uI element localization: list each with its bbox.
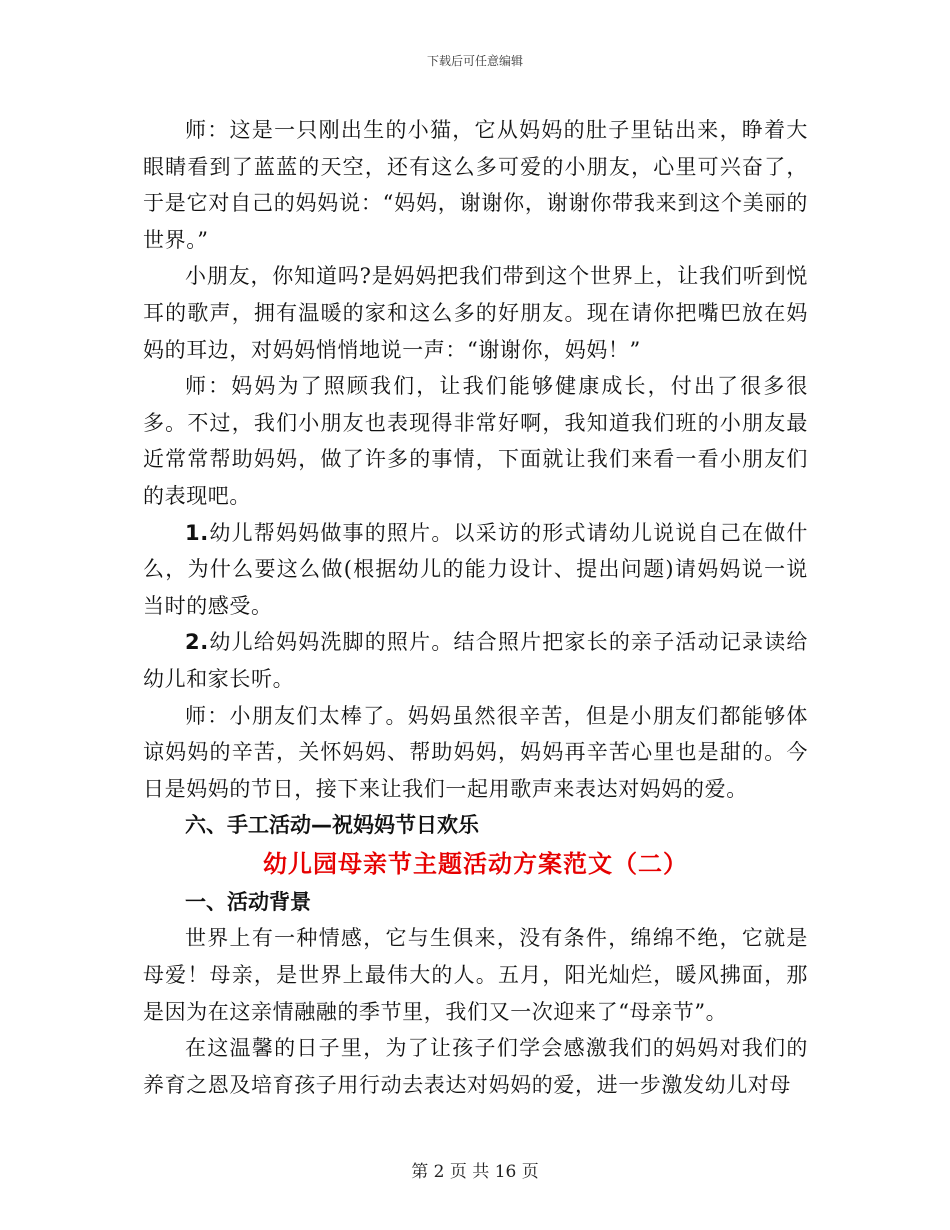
page-number: 第 2 页 共 16 页: [411, 1162, 539, 1182]
header-note: 下载后可任意编辑: [426, 54, 523, 68]
paragraph-mother-love: 世界上有一种情感，它与生俱来，没有条件，绵绵不绝，它就是母爱！母亲，是世界上最伟大的人。五月，阳光灿烂，暖风拂面，那是因为在这亲情融融的季节里，我们又一次迎来了“母亲节”。: [143, 926, 808, 1024]
list-item-photo-chores: [143, 515, 808, 625]
paragraph-teacher-kitten: 师：这是一只刚出生的小猫，它从妈妈的肚子里钻出来，睁着大眼睛看到了蓝蓝的天空，还有这么多可爱的小朋友，心里可兴奋了，于是它对自己的妈妈说：“妈妈，谢谢你，谢谢你带我来到这个美丽的世界。”: [143, 118, 808, 252]
heading-activity-background: 一、活动背景: [185, 889, 311, 914]
paragraph-teacher-praise: 师：小朋友们太棒了。妈妈虽然很辛苦，但是小朋友们都能够体谅妈妈的辛苦，关怀妈妈、帮助妈妈，妈妈再辛苦心里也是甜的。今日是妈妈的节日，接下来让我们一起用歌声来表达对妈妈的爱。: [143, 703, 808, 801]
list-item-number: 1.: [185, 520, 209, 545]
heading-handcraft-activity: 六、手工活动—祝妈妈节日欢乐: [185, 813, 479, 838]
document-body: [143, 112, 808, 1103]
list-item-text: 幼儿帮妈妈做事的照片。以采访的形式请幼儿说说自己在做什么，为什么要这么做(根据幼儿的能力设计、提出问题)请妈妈说一说当时的感受。: [143, 520, 808, 618]
list-item-number: 2.: [185, 630, 209, 655]
list-item-text: 幼儿给妈妈洗脚的照片。结合照片把家长的亲子活动记录读给幼儿和家长听。: [143, 630, 808, 691]
paragraph-teacher-care: 师：妈妈为了照顾我们，让我们能够健康成长，付出了很多很多。不过，我们小朋友也表现得非常好啊，我知道我们班的小朋友最近常常帮助妈妈，做了许多的事情，下面就让我们来看一看小朋友们的表现吧。: [143, 374, 808, 508]
paragraph-gratitude: 在这温馨的日子里，为了让孩子们学会感激我们的妈妈对我们的养育之恩及培育孩子用行动去表达对妈妈的爱，进一步激发幼儿对母: [143, 1036, 808, 1097]
list-item-photo-footwash: [143, 624, 808, 697]
section-title: 幼儿园母亲节主题活动方案范文（二）: [263, 849, 688, 878]
paragraph-thank-mom: 小朋友，你知道吗?是妈妈把我们带到这个世界上，让我们听到悦耳的歌声，拥有温暖的家和这么多的好朋友。现在请你把嘴巴放在妈妈的耳边，对妈妈悄悄地说一声：“谢谢你，妈妈！”: [143, 264, 808, 362]
